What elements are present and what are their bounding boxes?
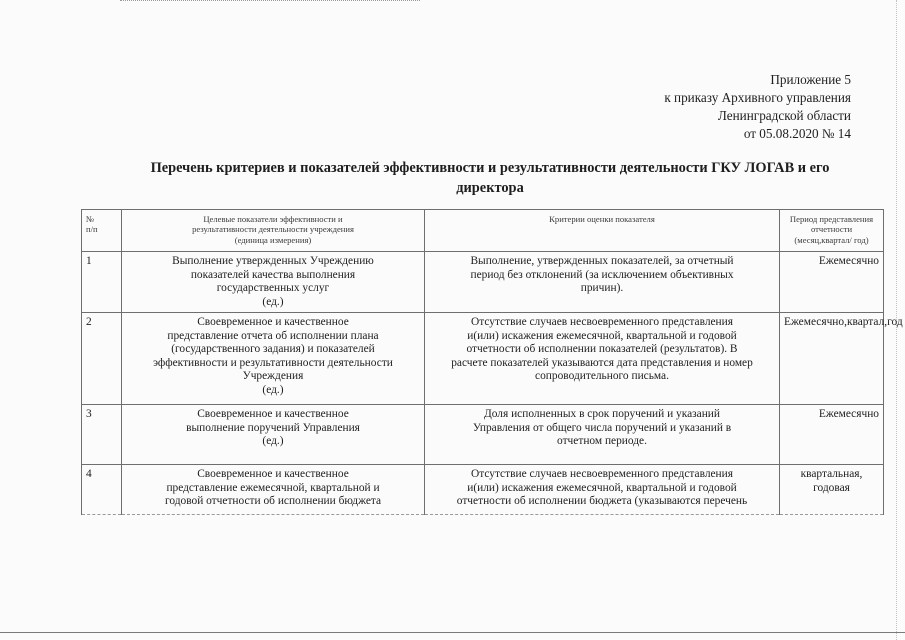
row-criteria: Выполнение, утвержденных показателей, за отчетный период без отклонений (за исключением объективных причин). <box>425 252 780 313</box>
row-number: 2 <box>82 313 122 405</box>
appendix-number: Приложение 5 <box>770 72 851 87</box>
row-indicator: Своевременное и качественное представление отчета об исполнении плана (государственного задания) и показателей эффективности и результативности деятельности Учреждения (ед.) <box>122 313 425 405</box>
appendix-order-ref: к приказу Архивного управления <box>664 90 851 105</box>
row-period: Ежемесячно <box>780 405 884 465</box>
document-title-line-2: директора <box>456 180 524 196</box>
appendix-region: Ленинградской области <box>717 108 851 123</box>
header-cell-criteria: Критерии оценки показателя <box>425 210 780 252</box>
row-criteria: Отсутствие случаев несвоевременного представления и(или) искажения ежемесячной, квартальной и годовой отчетности об исполнении бюджета (указываются перечень <box>425 465 780 515</box>
row-number: 1 <box>82 252 122 313</box>
table-row <box>82 405 884 465</box>
row-indicator: Выполнение утвержденных Учреждению показателей качества выполнения государственных услуг (ед.) <box>122 252 425 313</box>
table-row <box>82 252 884 313</box>
row-period: Ежемесячно <box>780 252 884 313</box>
table-header-row <box>82 210 884 252</box>
document-title-line-1: Перечень критериев и показателей эффективности и результативности деятельности ГКУ ЛОГАВ и его <box>150 160 830 176</box>
row-period: квартальная, годовая <box>780 465 884 515</box>
row-criteria: Отсутствие случаев несвоевременного представления и(или) искажения ежемесячной, квартальной и годовой отчетности об исполнении показателей (результатов). В расчете показателей указываются дата представления и номер сопроводительного письма. <box>425 313 780 405</box>
row-criteria: Доля исполненных в срок поручений и указаний Управления от общего числа поручений и указаний в отчетном периоде. <box>425 405 780 465</box>
header-cell-period: Период представления отчетности (месяц,квартал/ год) <box>780 210 884 252</box>
row-number: 4 <box>82 465 122 515</box>
row-period: Ежемесячно,квартал,год <box>780 313 884 405</box>
appendix-header <box>560 71 851 143</box>
table-row <box>82 313 884 405</box>
scan-edge-top <box>120 0 420 1</box>
row-indicator: Своевременное и качественное выполнение поручений Управления (ед.) <box>122 405 425 465</box>
table-row <box>82 465 884 515</box>
criteria-table <box>81 209 903 515</box>
header-cell-indicator: Целевые показатели эффективности и результативности деятельности учреждения (единица измерения) <box>122 210 425 252</box>
header-cell-number: № п/п <box>82 210 122 252</box>
row-indicator: Своевременное и качественное представление ежемесячной, квартальной и годовой отчетности об исполнении бюджета <box>122 465 425 515</box>
appendix-date: от 05.08.2020 № 14 <box>743 126 851 141</box>
scan-edge-bottom <box>0 632 905 633</box>
document-title <box>110 158 870 198</box>
row-number: 3 <box>82 405 122 465</box>
